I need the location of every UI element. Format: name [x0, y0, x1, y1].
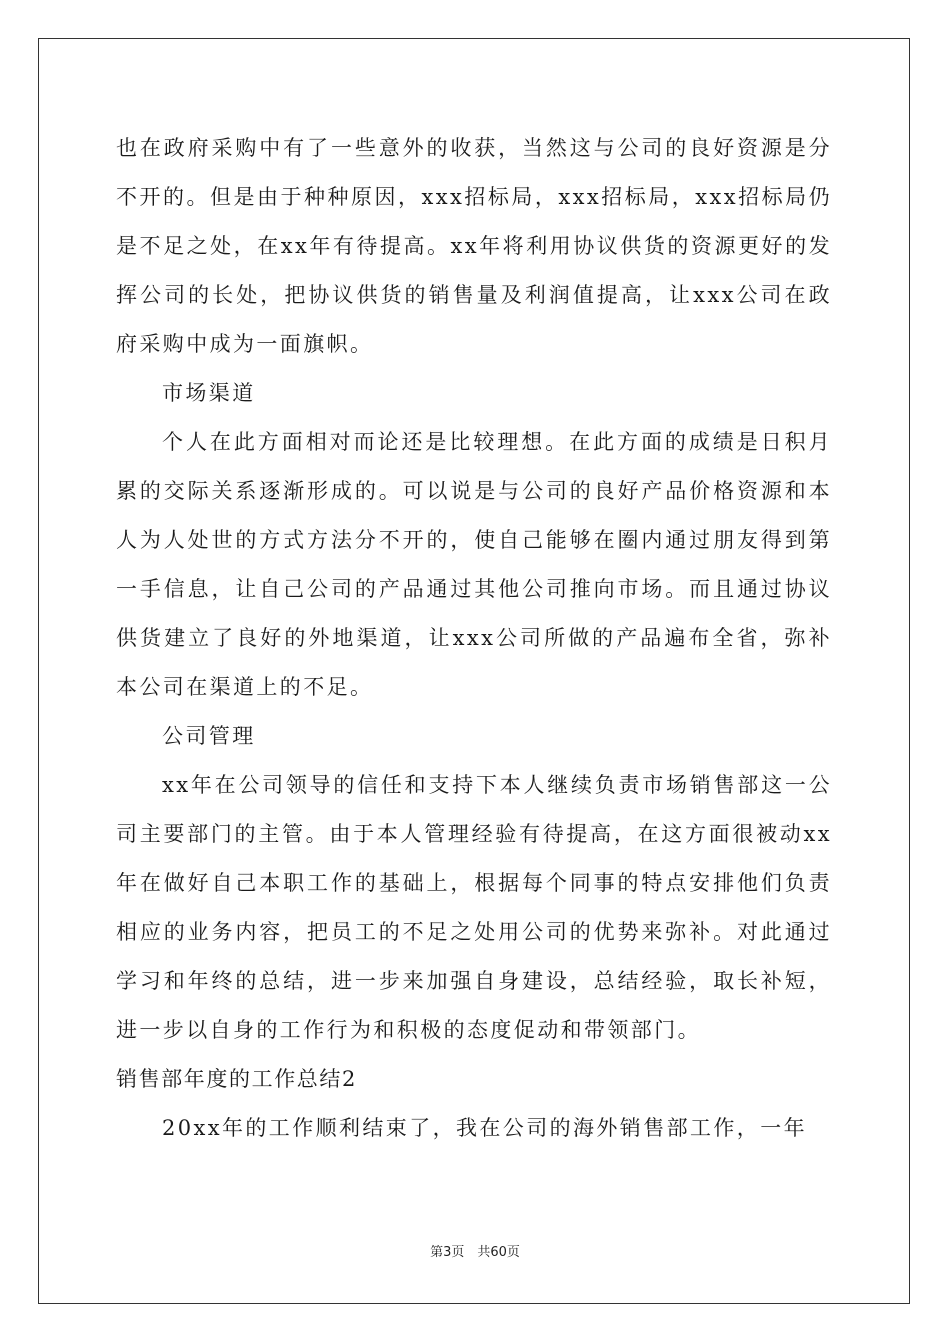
paragraph-government-procurement: 也在政府采购中有了一些意外的收获，当然这与公司的良好资源是分不开的。但是由于种种原因，xxx招标局，xxx招标局，xxx招标局仍是不足之处，在xx年有待提高。xx年将利用协议供货的资源更好的发挥公司的长处，把协议供货的销售量及利润值提高，让xxx公司在政府采购中成为一面旗帜。 [116, 136, 832, 356]
paragraph-company-management: xx年在公司领导的信任和支持下本人继续负责市场销售部这一公司主要部门的主管。由于本人管理经验有待提高，在这方面很被动xx年在做好自己本职工作的基础上，根据每个同事的特点安排他们负责相应的业务内容，把员工的不足之处用公司的优势来弥补。对此通过学习和年终的总结，进一步来加强自身建设，总结经验，取长补短，进一步以自身的工作行为和积极的态度促动和带领部门。 [116, 773, 832, 1042]
section-title: 销售部年度的工作总结2 [116, 1067, 357, 1091]
page-number-footer: 第3页 共60页 [430, 1245, 520, 1260]
document-body [116, 124, 832, 1153]
paragraph-overseas-sales: 20xx年的工作顺利结束了，我在公司的海外销售部工作，一年 [162, 1116, 808, 1140]
subheading-company-management: 公司管理 [162, 724, 256, 748]
paragraph-market-channels: 个人在此方面相对而论还是比较理想。在此方面的成绩是日积月累的交际关系逐渐形成的。可以说是与公司的良好产品价格资源和本人为人处世的方式方法分不开的，使自己能够在圈内通过朋友得到第一手信息，让自己公司的产品通过其他公司推向市场。而且通过协议供货建立了良好的外地渠道，让xxx公司所做的产品遍布全省，弥补本公司在渠道上的不足。 [116, 430, 832, 699]
subheading-market-channels: 市场渠道 [162, 381, 256, 405]
